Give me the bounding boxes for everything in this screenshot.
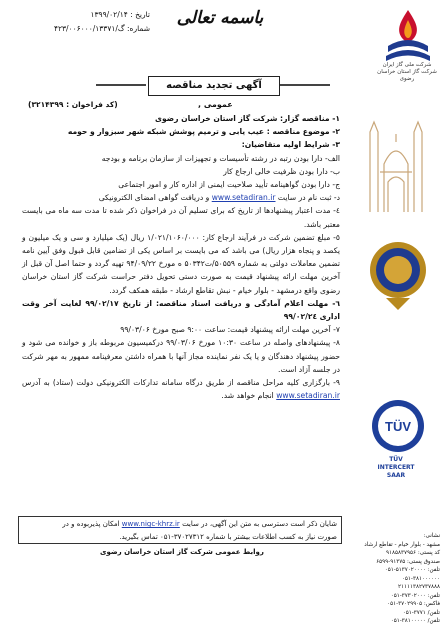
footer-line-2: صورت نیاز به کسب اطلاعات بیشتر با شماره ۳۷۰۲۷۳۱۲-۰۵۱ تماس بگیرید. <box>119 533 337 541</box>
nigc-logo-icon <box>380 6 436 68</box>
logo-caption: شرکت ملی گاز ایران شرکت گاز استان خراسان رضوی <box>377 62 437 82</box>
tender-code: (کد فراخوان : ۳۲۱۴۳۹۹) <box>28 100 118 109</box>
announcement-body <box>22 112 340 402</box>
item-7: ۷- آخرین مهلت ارائه پیشنهاد قیمت: ساعت ۹:۰۰ صبح مورخ ۹۹/۰۳/۰۶ <box>120 325 340 335</box>
item-4: ٤- مدت اعتبار پیشنهادها از تاریخ که برای تسلیم آن در فراخوان ذکر شده تا مدت سه ماه می بایست معتبر باشد. <box>22 206 340 229</box>
footer-line-1-post: امکان پذیربوده و در <box>62 520 120 528</box>
footer-line-1-pre: شایان ذکر است دسترسی به متن این آگهی، در سایت <box>182 520 337 528</box>
item-8: ۸- پیشنهادهای واصله در ساعت ۱۰:۳۰ مورخ ۹۹/۰۳/۰۶ درکمیسیون مربوطه باز و خوانده می شود و حضور پیشنهاد دهندگان و یا یک نفر نماینده مجاز آنها با همراه داشتن معرفینامه ممهور به مهر شرکت در جلسه آزاد است. <box>22 338 340 374</box>
anniversary-emblem-icon <box>366 234 430 312</box>
setadiran-link[interactable]: www.setadiran.ir <box>211 193 276 203</box>
item-3c: ج- دارا بودن گواهینامه تأیید صلاحیت ایمنی از اداره کار و امور اجتماعی <box>118 180 340 190</box>
bismillah-heading: باسمه تعالی <box>176 8 264 28</box>
item-2: ۲- موضوع مناقصه : عیب یابی و ترمیم پوشش شبکه شهر سبزوار و حومه <box>67 127 340 137</box>
item-5: ٥- مبلغ تضمین شرکت در فرآیند ارجاع کار: ۱/۰۲۱/۱۰۶۰/۰۰۰ ریال (یک میلیارد و سی و یک میلیون و یکصد و پنجاه هزار ریال) می باشد که می بایست بر اساس یکی از تضامین قابل قبول وفق آیین نامه تضمین معاملات دولتی به شماره ۵۰۵۵۹/ت۵۰۳۴۲ ه مورخ ۹۴/۰۹/۲۲ تهیه گردد و حتما اصل آن قبل از آخرین مهلت ارائه پیشنهاد قیمت به صورت دستی تحویل دفتر حراست شرکت گاز استان خراسان رضوی واقع درمشهد - بلوار خیام - نبش تقاطع ارشاد - طبقه همکف گردد. <box>22 232 341 295</box>
svg-text:TÜV: TÜV <box>385 419 411 434</box>
public-relations-signature: روابط عمومی شرکت گاز استان خراسان رضوی <box>100 548 264 556</box>
item-9-pre: ۹- بارگزاری کلیه مراحل مناقصه از طریق درگاه سامانه تدارکات الکترونیکی دولت (ستاد) به آدرس <box>22 378 340 388</box>
contact-info: نشانی: مشهد - بلوار خیام - تقاطع ارشاد کد پستی: ۹۱۸۵۸۳۷۹۵۶ صندوق پستی: ۹۱۳۷۵-۶۵۹۹ تلفن: ۵۱۳۷۰۲۰۰۰۰-۰۵۱ ۰۵۱-۳۸۱۰۰۰۰۰۰ ۲۱۱۱۱۳۸۲۷۳۷۸۸۸ تلفن: ۳۷۳۰۲۰۰۰-۰۵۱ فاکس: ۳۷۰۲۹۹۰۵-۰۵۱ تلفن/ ۳۷۷۱-۰۵۱ تلفن/ ۳۸۱۰۰۰۰۰-۰۵۱ <box>364 533 440 624</box>
page-title: آگهی تجدید مناقصه <box>148 76 280 96</box>
item-3d <box>22 191 340 204</box>
item-3d-post: و دریافت گواهی امضای الکترونیکی <box>98 193 210 203</box>
item-1: ۱- مناقصه گزار: شرکت گاز استان خراسان رضوی <box>155 114 340 123</box>
public-label: عمومی , <box>198 100 233 109</box>
title-rule-left <box>96 84 146 86</box>
tuv-certification-icon <box>370 398 426 454</box>
setadiran-link-2[interactable]: www.setadiran.ir <box>276 391 340 401</box>
item-6 <box>22 297 340 323</box>
footer-note <box>18 516 342 544</box>
number-label: شماره: گ/۴۲۳/۰۰۶۰۰۰/۱۳۳۷۱ <box>53 24 150 33</box>
item-6-date: ۹۹/۰۲/۲٤ <box>283 312 318 322</box>
item-3d-pre: د- ثبت نام در سایت <box>277 193 340 203</box>
date-label: تاریخ : ۱۳۹۹/۰۲/۱۴ <box>90 10 150 19</box>
item-9 <box>22 376 340 402</box>
item-3b: ب- دارا بودن ظرفیت خالی ارجاع کار <box>223 166 340 176</box>
item-9-post: انجام خواهد شد. <box>221 391 274 401</box>
sidebar <box>348 92 444 624</box>
title-rule-right <box>280 84 330 86</box>
item-3: ۳- شرایط اولیه متقاضیان: <box>241 140 340 150</box>
item-6-pre: ٦- مهلت اعلام آمادگی و دریافت اسناد مناقصه: از تاریخ ۹۹/۰۲/۱۷ لغایت آخر وقت اداری <box>22 298 340 322</box>
footer-line-1 <box>23 518 337 531</box>
letter-meta <box>20 8 150 36</box>
nigc-khrz-link[interactable]: www.nigc-khrz.ir <box>121 520 180 528</box>
mosque-silhouette-icon <box>360 102 432 212</box>
tuv-label: TÜV INTERCERT SAAR <box>377 456 415 479</box>
item-3a: الف- دارا بودن رتبه در رشته تأسیسات و تجهیزات از سازمان برنامه و بودجه <box>101 153 340 163</box>
